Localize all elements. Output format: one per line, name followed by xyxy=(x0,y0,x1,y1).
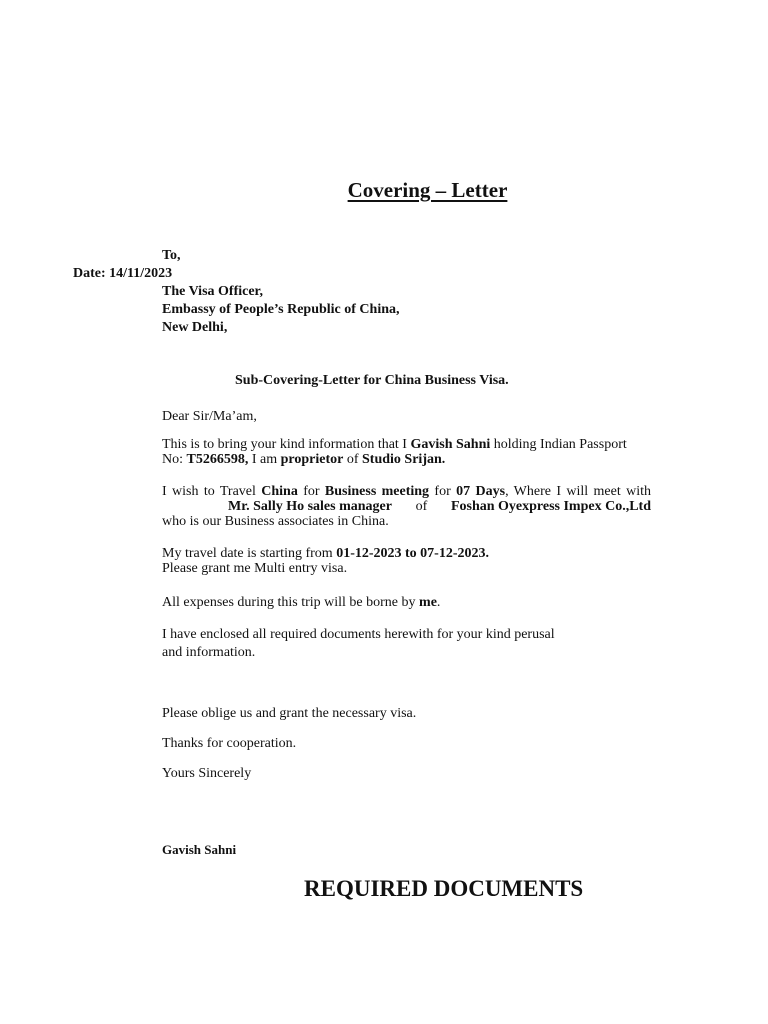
travel-line-1 xyxy=(162,484,651,499)
documents-line-1: I have enclosed all required documents herewith for your kind perusal xyxy=(162,627,555,642)
recipient-line: New Delhi, xyxy=(162,320,228,335)
text: . xyxy=(436,595,441,610)
paragraph-travel xyxy=(162,484,651,529)
visa-request-line: Please grant me Multi entry visa. xyxy=(162,561,348,576)
travel-dates: 01-12-2023 to 07-12-2023. xyxy=(336,546,489,561)
text: My travel date is starting from xyxy=(162,546,337,561)
recipient-line: Embassy of People’s Republic of China, xyxy=(162,302,400,317)
applicant-role: proprietor xyxy=(280,452,344,467)
recipient-line: The Visa Officer, xyxy=(162,284,263,299)
closing-request: Please oblige us and grant the necessary visa. xyxy=(162,706,417,721)
text: for xyxy=(429,484,457,499)
subject-line: Sub-Covering-Letter for China Business Visa. xyxy=(235,373,509,388)
section-heading-required-documents: REQUIRED DOCUMENTS xyxy=(304,876,584,901)
document-title: Covering – Letter xyxy=(347,178,508,202)
text: of xyxy=(415,499,428,514)
travel-purpose: Business meeting xyxy=(324,484,430,499)
expense-bearer: me xyxy=(419,595,437,610)
date-label: Date: 14/11/2023 xyxy=(73,266,173,281)
signature-name: Gavish Sahni xyxy=(162,842,237,857)
text: for xyxy=(297,484,325,499)
text: of xyxy=(343,452,363,467)
destination-country: China xyxy=(261,484,298,499)
paragraph-documents xyxy=(162,626,651,662)
company-name: Studio Srijan. xyxy=(362,452,446,467)
travel-line-3: who is our Business associates in China. xyxy=(162,514,389,529)
text: holding Indian Passport No: xyxy=(162,437,627,467)
text: This is to bring your kind information that I xyxy=(162,437,411,452)
paragraph-expenses xyxy=(162,595,651,610)
text: I am xyxy=(248,452,281,467)
sign-off: Yours Sincerely xyxy=(162,766,252,781)
travel-duration: 07 Days xyxy=(456,484,506,499)
documents-line-2: and information. xyxy=(162,645,256,660)
dates-line xyxy=(162,546,651,561)
contact-person: Mr. Sally Ho sales manager xyxy=(228,499,392,514)
applicant-name: Gavish Sahni xyxy=(410,437,491,452)
text: , Where I will meet with xyxy=(505,484,651,499)
paragraph-dates xyxy=(162,546,651,576)
to-label: To, xyxy=(162,248,181,263)
thanks-line: Thanks for cooperation. xyxy=(162,736,297,751)
contact-company: Foshan Oyexpress Impex Co.,Ltd xyxy=(450,499,651,514)
paragraph-intro xyxy=(162,437,651,467)
salutation: Dear Sir/Ma’am, xyxy=(162,409,257,424)
travel-line-2 xyxy=(162,499,651,514)
text: All expenses during this trip will be borne by xyxy=(162,595,420,610)
text: I wish to Travel xyxy=(162,484,262,499)
passport-number: T5266598, xyxy=(186,452,249,467)
